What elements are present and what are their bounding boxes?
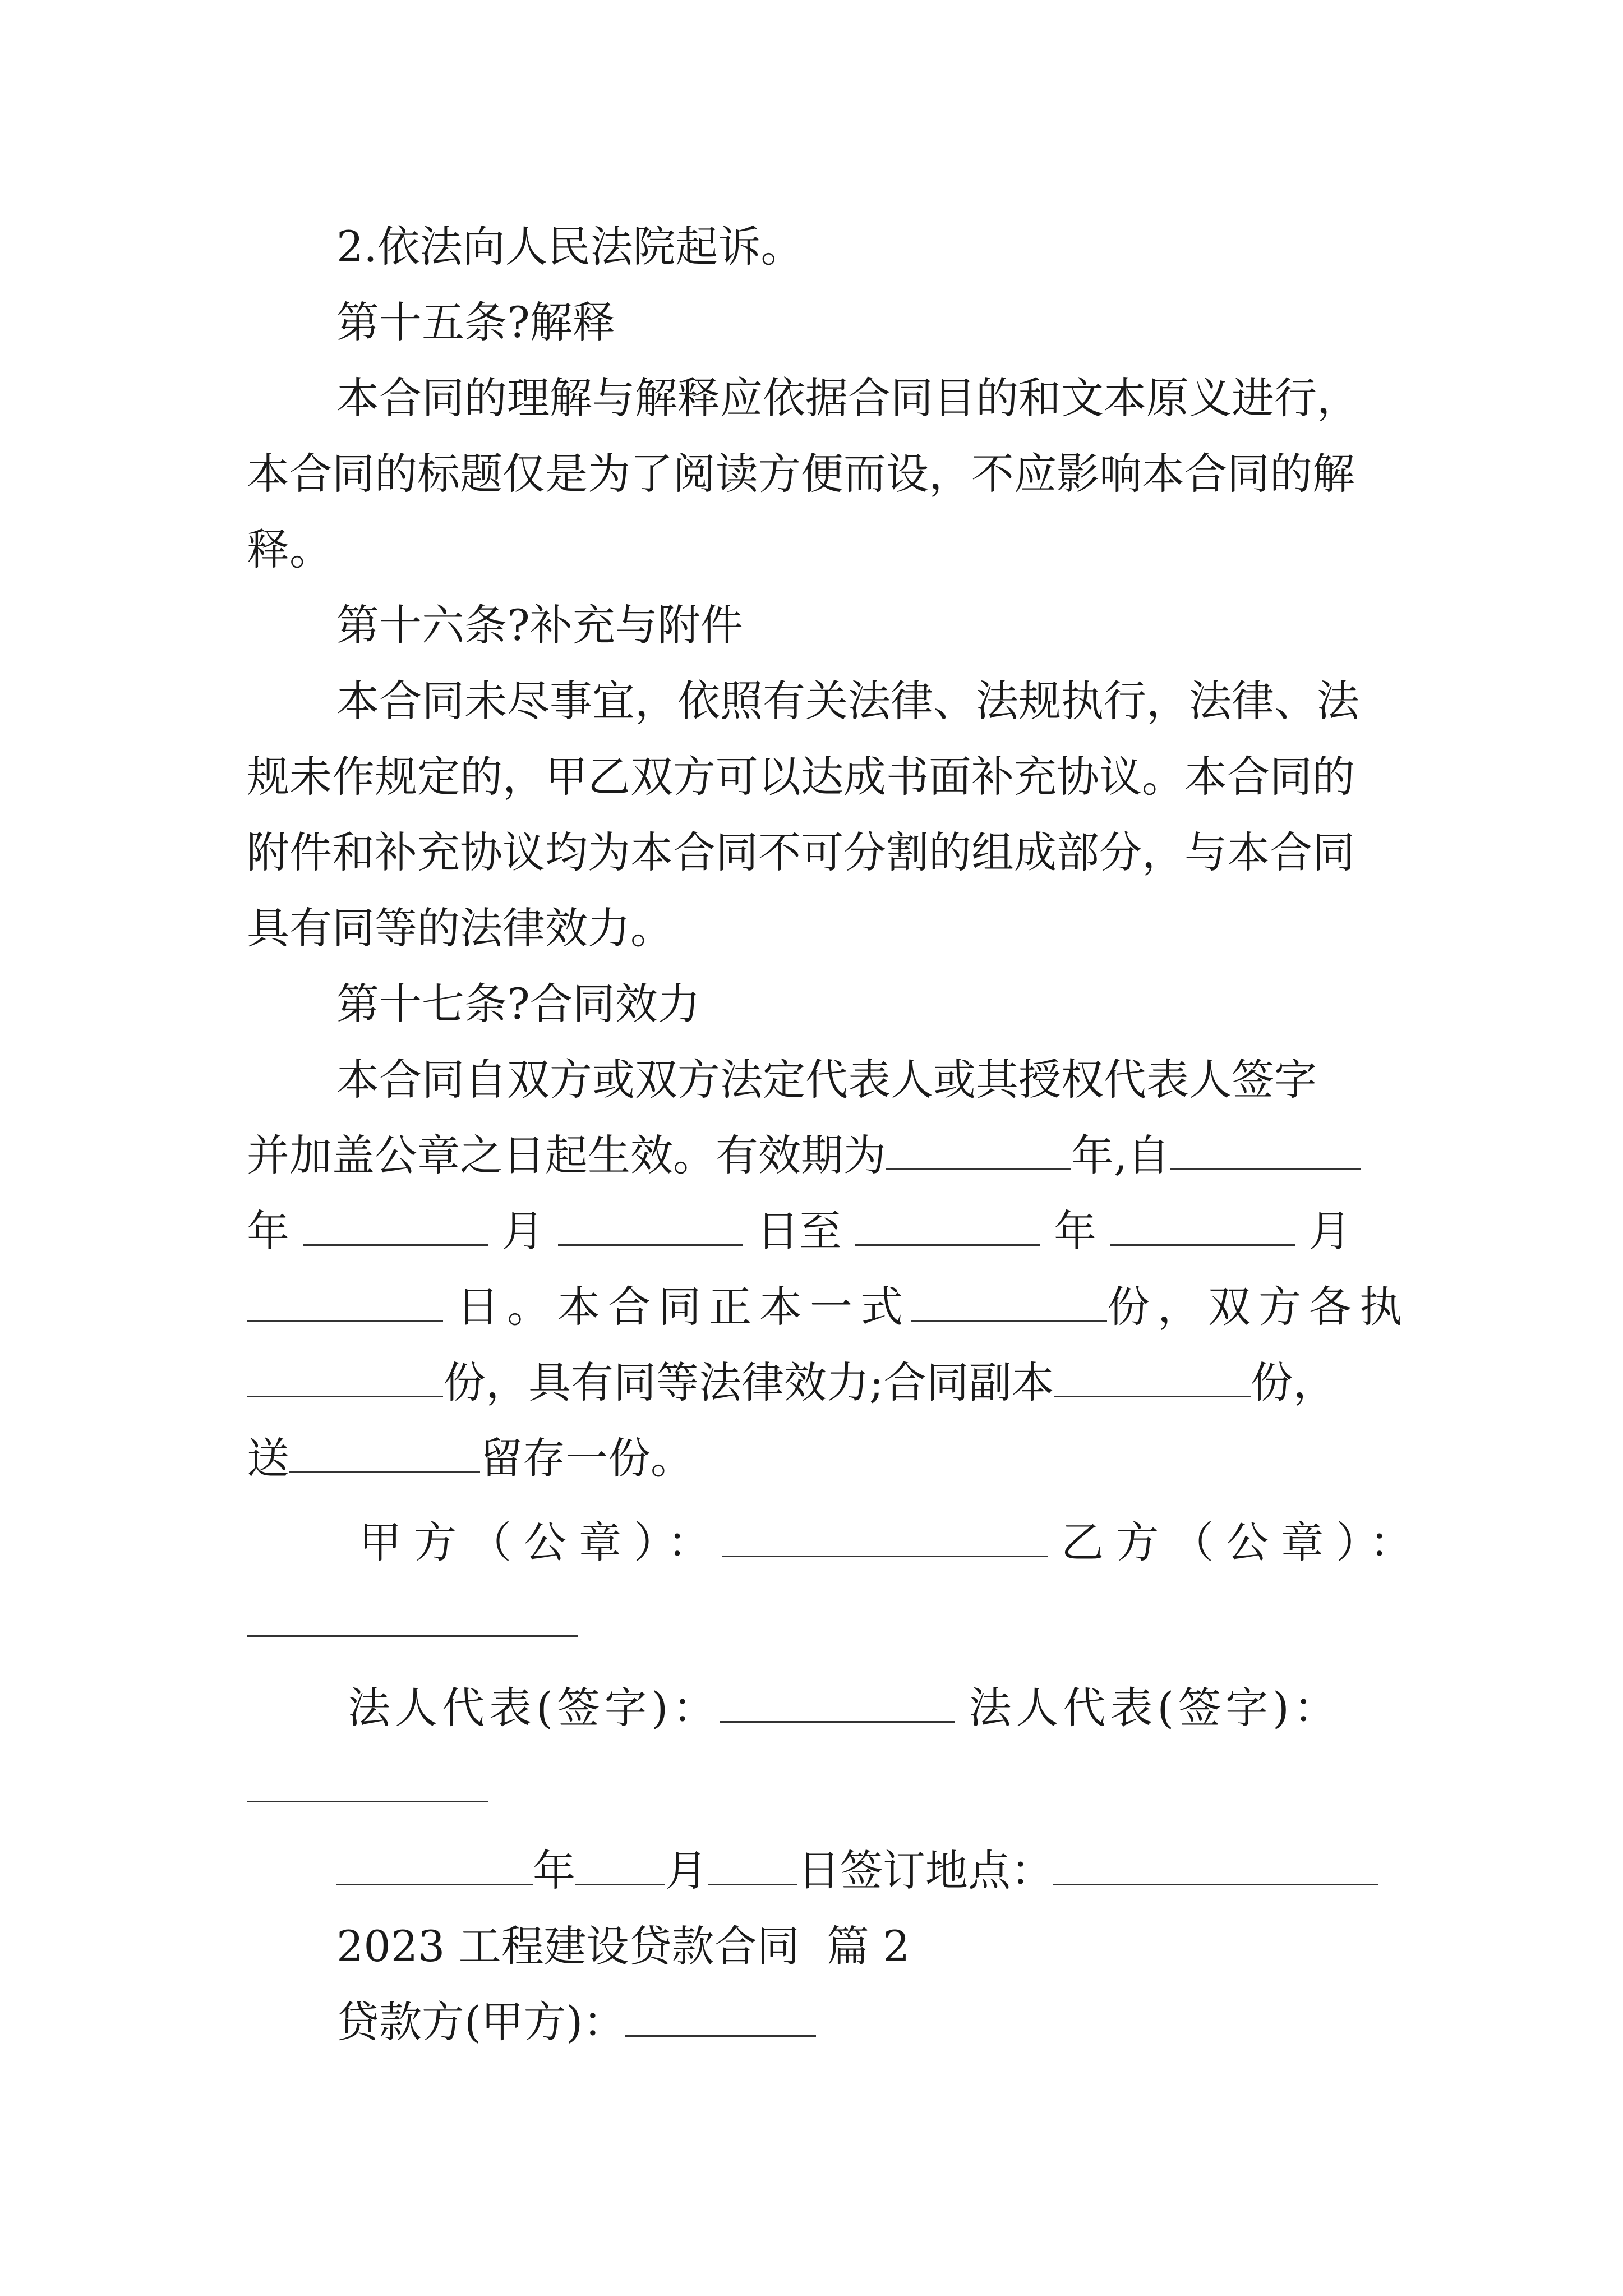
blank-field (855, 1204, 1040, 1246)
text: 具有同等的法律效力。 (247, 903, 673, 953)
text: 第十七条?合同效力 (336, 979, 700, 1029)
paragraph-line (247, 1430, 1385, 1487)
text: 释。 (247, 524, 332, 574)
blank-field (247, 1280, 443, 1322)
text: 本合同未尽事宜，依照有关法律、法规执行，法律、法 (336, 676, 1359, 726)
text: 并加盖公章之日起生效。有效期为 (247, 1130, 886, 1180)
text: 2023 工程建设贷款合同 篇 2 (336, 1921, 910, 1971)
text: 月 (501, 1206, 545, 1256)
paragraph-line (247, 1279, 1410, 1335)
text: 份，具有同等法律效力;合同副本 (443, 1358, 1054, 1407)
text: 规未作规定的，甲乙双方可以达成书面补充协议。本合同的 (247, 752, 1355, 802)
party-a-rep-label: 法人代表(签字)： (348, 1683, 720, 1733)
paragraph-line (247, 749, 1385, 805)
signature-line-seal (359, 1515, 1425, 1571)
text: 送 (247, 1433, 289, 1483)
paragraph-line (336, 1052, 1385, 1108)
party-b-seal-label: 乙方（公章）： (1061, 1517, 1425, 1567)
blank-field (911, 1280, 1107, 1322)
party-a-seal-label: 甲方（公章）： (359, 1517, 722, 1567)
text: 日至 (756, 1206, 842, 1256)
text: 留存一份。 (480, 1433, 693, 1483)
paragraph-line (247, 522, 1385, 578)
text: 第十五条?解释 (336, 297, 615, 347)
text: 第十六条?补充与附件 (336, 600, 743, 650)
text: 年 (1054, 1206, 1097, 1256)
paragraph-line (247, 446, 1385, 502)
text: 年 (247, 1206, 289, 1256)
blank-field (708, 1843, 797, 1885)
text: 日。本合同正本一式 (457, 1282, 911, 1332)
text: 份， (1250, 1358, 1336, 1407)
text: 附件和补充协议均为本合同不可分割的组成部分，与本合同 (247, 827, 1355, 877)
blank-field (247, 1355, 443, 1397)
text: 月 (665, 1846, 708, 1895)
paragraph-line (247, 825, 1385, 881)
paragraph-line (247, 1203, 1385, 1259)
blank-field (289, 1431, 480, 1473)
blank-field (1054, 1355, 1251, 1397)
text: 本合同的理解与解释应依据合同目的和文本原义进行， (336, 373, 1359, 423)
party-b-rep-label: 法人代表(签字)： (969, 1683, 1341, 1733)
text: 2.依法向人民法院起诉。 (336, 222, 804, 272)
text: 月 (1308, 1206, 1352, 1256)
paragraph-line (247, 1355, 1385, 1411)
blank-field (1110, 1204, 1295, 1246)
blank-field (886, 1128, 1071, 1170)
lender-line (336, 1994, 1385, 2050)
blank-field (558, 1204, 743, 1246)
article-heading-17 (336, 976, 1385, 1032)
text: 日签订地点： (797, 1846, 1053, 1895)
blank-field (722, 1515, 1048, 1557)
signing-date-place (336, 1843, 1385, 1899)
paragraph-line (336, 673, 1385, 729)
paragraph-line (247, 900, 1385, 956)
paragraph-line (336, 370, 1385, 426)
blank-field (247, 1635, 578, 1637)
blank-field (247, 1801, 488, 1802)
article-heading-15 (336, 295, 1385, 351)
text: 份，双方各执 (1107, 1282, 1410, 1332)
blank-field (625, 1995, 816, 2037)
blank-field (336, 1843, 533, 1885)
blank-field (720, 1681, 955, 1723)
article-heading-16 (336, 597, 1385, 654)
paragraph-line (336, 219, 1385, 275)
paragraph-line (247, 1128, 1385, 1184)
blank-field (575, 1843, 665, 1885)
blank-field (1053, 1843, 1378, 1885)
text: 年,自 (1071, 1130, 1170, 1180)
text: 本合同自双方或双方法定代表人或其授权代表人签字 (336, 1055, 1317, 1105)
text: 本合同的标题仅是为了阅读方便而设，不应影响本合同的解 (247, 449, 1355, 499)
signature-line-rep (348, 1680, 1385, 1736)
blank-field (303, 1204, 488, 1246)
blank-field (1170, 1128, 1361, 1170)
text: 年 (533, 1846, 575, 1895)
section-title (336, 1918, 1385, 1975)
text: 贷款方(甲方)： (336, 1997, 626, 2047)
